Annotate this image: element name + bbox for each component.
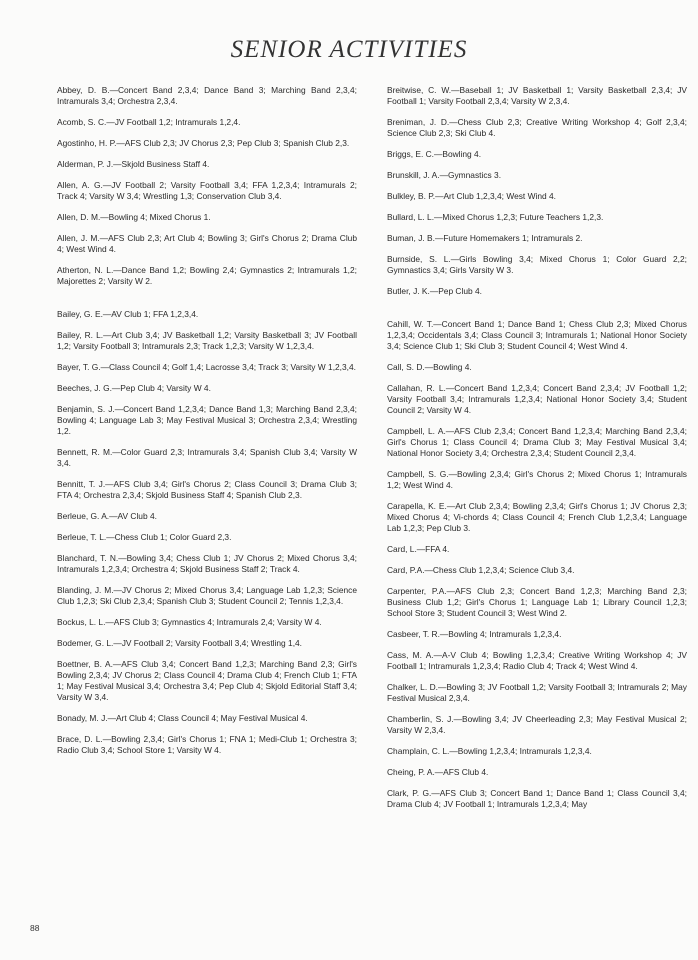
activity-entry: Acomb, S. C.—JV Football 1,2; Intramurals 1,2,4. (57, 117, 241, 127)
activity-entry: Cheing, P. A.—AFS Club 4. (387, 767, 489, 777)
activity-entry: Callahan, R. L.—Concert Band 1,2,3,4; Concert Band 2,3,4; JV Football 1,2; Varsity Football 3,4; Intramurals 1,2,3,4; National Honor Society 3,4; Student Council 2; Varsity W 4. (387, 383, 687, 415)
activity-entry: Card, L.—FFA 4. (387, 544, 450, 554)
activity-entry: Chamberlin, S. J.—Bowling 3,4; JV Cheerleading 2,3; May Festival Musical 2; Varsity W 2,3,4. (387, 714, 687, 735)
activity-entry: Allen, D. M.—Bowling 4; Mixed Chorus 1. (57, 212, 211, 222)
activity-entry: Carapella, K. E.—Art Club 2,3,4; Bowling 2,3,4; Girl's Chorus 1; JV Chorus 2,3; Mixed Chorus 4; Vi-chords 4; Class Council 4; French Club 1,2,3,4; Language Lab 1,2,3; Pep Club 3. (387, 501, 687, 533)
activity-entry: Berleue, G. A.—AV Club 4. (57, 511, 157, 521)
activity-entry: Carpenter, P.A.—AFS Club 2,3; Concert Band 1,2,3; Marching Band 2,3; Business Club 1,2; Girl's Chorus 1; Language Lab 1; Library Council 1,2,3; School Store 3; Student Council 3; West Wind 2. (387, 586, 687, 618)
activity-entry: Bodemer, G. L.—JV Football 2; Varsity Football 3,4; Wrestling 1,4. (57, 638, 302, 648)
activity-entry: Breniman, J. D.—Chess Club 2,3; Creative Writing Workshop 4; Golf 2,3,4; Science Club 2,3; Ski Club 4. (387, 117, 687, 138)
activity-entry: Blanchard, T. N.—Bowling 3,4; Chess Club 1; JV Chorus 2; Mixed Chorus 3,4; Intramurals 1,2,3,4; Orchestra 4; Skjold Business Staff 2; Track 4. (57, 553, 357, 574)
activity-entry: Bennett, R. M.—Color Guard 2,3; Intramurals 3,4; Spanish Club 3,4; Varsity W 3,4. (57, 447, 357, 468)
activity-entry: Bulkley, B. P.—Art Club 1,2,3,4; West Wind 4. (387, 191, 556, 201)
activity-entry: Breitwise, C. W.—Baseball 1; JV Basketball 1; Varsity Basketball 2,3,4; JV Football 1; Varsity Football 2,3,4; Varsity W 2,3,4. (387, 85, 687, 106)
activity-entry: Bennitt, T. J.—AFS Club 3,4; Girl's Chorus 2; Class Council 3; Drama Club 3; FTA 4; Orchestra 2,3,4; Skjold Business Staff 4; Spanish Club 2,3. (57, 479, 357, 500)
activity-entry: Abbey, D. B.—Concert Band 2,3,4; Dance Band 3; Marching Band 2,3,4; Intramurals 3,4; Orchestra 2,3,4. (57, 85, 357, 106)
activity-entry: Brace, D. L.—Bowling 2,3,4; Girl's Chorus 1; FNA 1; Medi-Club 1; Orchestra 3; Radio Club 3,4; School Store 1; Varsity W 4. (57, 734, 357, 755)
activity-entry: Chalker, L. D.—Bowling 3; JV Football 1,2; Varsity Football 3; Intramurals 2; May Festival Musical 2,3,4. (387, 682, 687, 703)
activity-entry: Clark, P. G.—AFS Club 3; Concert Band 1; Dance Band 1; Class Council 3,4; Drama Club 4; JV Football 1; Intramurals 1,2,3,4; May (387, 788, 687, 809)
activity-entry: Champlain, C. L.—Bowling 1,2,3,4; Intramurals 1,2,3,4. (387, 746, 592, 756)
activity-entry: Benjamin, S. J.—Concert Band 1,2,3,4; Dance Band 1,3; Marching Band 2,3,4; Bowling 4; Language Lab 3; May Festival Musical 3; Orchestra 2,3,4; Wrestling 1,2. (57, 404, 357, 436)
activity-entry: Alderman, P. J.—Skjold Business Staff 4. (57, 159, 210, 169)
activity-entry: Buman, J. B.—Future Homemakers 1; Intramurals 2. (387, 233, 583, 243)
left-column (57, 85, 357, 766)
activity-entry: Campbell, L. A.—AFS Club 2,3,4; Concert Band 1,2,3,4; Marching Band 2,3,4; Girl's Chorus 1; Class Council 4; Drama Club 3; May Festival Musical 3,4; National Honor Society 3,4; Orchestra 2,3,4; Student Council 2,3,4. (387, 426, 687, 458)
activity-entry: Bailey, R. L.—Art Club 3,4; JV Basketball 1,2; Varsity Basketball 3; JV Football 1,2; Varsity Football 3; Intramurals 2,3; Track 1,2,3; Varsity W 1,2,3,4. (57, 330, 357, 351)
activity-entry: Card, P.A.—Chess Club 1,2,3,4; Science Club 3,4. (387, 565, 575, 575)
activity-entry: Briggs, E. C.—Bowling 4. (387, 149, 482, 159)
activity-entry: Bonady, M. J.—Art Club 4; Class Council 4; May Festival Musical 4. (57, 713, 308, 723)
activity-entry: Boettner, B. A.—AFS Club 3,4; Concert Band 1,2,3; Marching Band 2,3; Girl's Bowling 2,3,4; JV Chorus 2; Class Council 4; Drama Club 4; French Club 1; FTA 1; May Festival Musical 3,4; Orchestra 3,4; Pep Club 4; Skjold Editorial Staff 3,4; Varsity W 3,4. (57, 659, 357, 702)
activity-entry: Allen, A. G.—JV Football 2; Varsity Football 3,4; FFA 1,2,3,4; Intramurals 2; Track 4; Varsity W 3,4; Wrestling 1,3; Conservation Club 3,4. (57, 180, 357, 201)
activity-entry: Berleue, T. L.—Chess Club 1; Color Guard 2,3. (57, 532, 232, 542)
activity-entry: Bockus, L. L.—AFS Club 3; Gymnastics 4; Intramurals 2,4; Varsity W 4. (57, 617, 322, 627)
page-title: SENIOR ACTIVITIES (230, 36, 468, 63)
page-number: 88 (30, 923, 40, 933)
activity-entry: Bayer, T. G.—Class Council 4; Golf 1,4; Lacrosse 3,4; Track 3; Varsity W 1,2,3,4. (57, 362, 356, 372)
activity-entry: Agostinho, H. P.—AFS Club 2,3; JV Chorus 2,3; Pep Club 3; Spanish Club 2,3. (57, 138, 350, 148)
activity-entry: Campbell, S. G.—Bowling 2,3,4; Girl's Chorus 2; Mixed Chorus 1; Intramurals 1,2; West Wind 4. (387, 469, 687, 490)
activity-entry: Allen, J. M.—AFS Club 2,3; Art Club 4; Bowling 3; Girl's Chorus 2; Drama Club 4; West Wind 4. (57, 233, 357, 254)
activity-entry: Bailey, G. E.—AV Club 1; FFA 1,2,3,4. (57, 309, 199, 319)
activity-entry: Casbeer, T. R.—Bowling 4; Intramurals 1,2,3,4. (387, 629, 562, 639)
section-gap (57, 297, 357, 309)
activity-entry: Bullard, L. L.—Mixed Chorus 1,2,3; Future Teachers 1,2,3. (387, 212, 604, 222)
activity-entry: Brunskill, J. A.—Gymnastics 3. (387, 170, 502, 180)
activity-entry: Beeches, J. G.—Pep Club 4; Varsity W 4. (57, 383, 211, 393)
activity-entry: Cass, M. A.—A-V Club 4; Bowling 1,2,3,4; Creative Writing Workshop 4; JV Football 1; Intramurals 1,2,3,4; Radio Club 4; Track 4; West Wind 4. (387, 650, 687, 671)
activity-entry: Call, S. D.—Bowling 4. (387, 362, 472, 372)
activity-entry: Burnside, S. L.—Girls Bowling 3,4; Mixed Chorus 1; Color Guard 2,2; Gymnastics 3,4; Girls Varsity W 3. (387, 254, 687, 275)
activity-entry: Cahill, W. T.—Concert Band 1; Dance Band 1; Chess Club 2,3; Mixed Chorus 1,2,3,4; Occidentals 3,4; Class Council 3; Intramurals 1; National Honor Society 3,4; Science Club 1; Ski Club 3; Student Council 4; West Wind 4. (387, 319, 687, 351)
activity-entry: Butler, J. K.—Pep Club 4. (387, 286, 482, 296)
section-gap (387, 307, 687, 319)
activity-entry: Atherton, N. L.—Dance Band 1,2; Bowling 2,4; Gymnastics 2; Intramurals 1,2; Majorettes 2; Varsity W 2. (57, 265, 357, 286)
activity-entry: Blanding, J. M.—JV Chorus 2; Mixed Chorus 3,4; Language Lab 1,2,3; Science Club 1,2,3; Ski Club 2,3,4; Spanish Club 3; Student Council 2; Tennis 1,2,3,4. (57, 585, 357, 606)
right-column (387, 85, 687, 820)
